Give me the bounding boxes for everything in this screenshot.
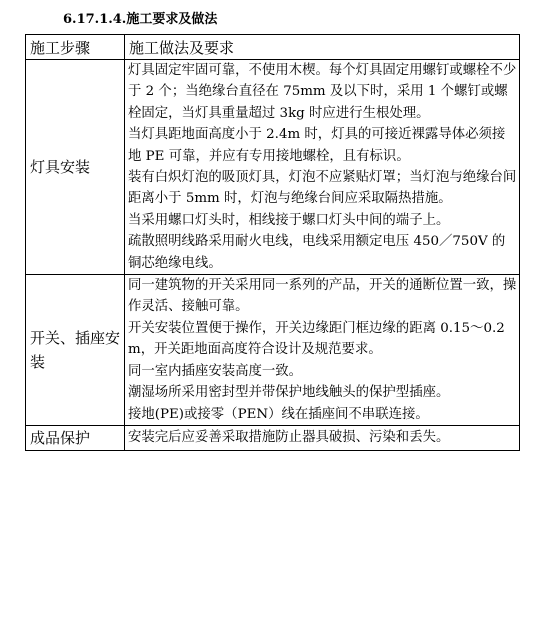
requirement-item: 开关安装位置便于操作，开关边缘距门框边缘的距离 0.15～0.2m，开关距地面高度符合设计及规范要求。: [128, 320, 505, 358]
step-cell: 开关、插座安装: [26, 275, 125, 426]
header-method: 施工做法及要求: [125, 35, 520, 60]
table-row-switch-socket-installation: [26, 275, 520, 426]
header-step: 施工步骤: [26, 35, 125, 60]
requirements-cell: [125, 275, 520, 426]
requirements-cell: [125, 425, 520, 450]
requirement-item: 同一建筑物的开关采用同一系列的产品，开关的通断位置一致，操作灵活、接触可靠。: [128, 278, 517, 315]
step-cell: 灯具安装: [26, 60, 125, 275]
requirement-item: 当采用螺口灯头时，相线接于螺口灯头中间的端子上。: [128, 212, 450, 228]
requirement-item: 装有白炽灯泡的吸顶灯具，灯泡不应紧贴灯罩；当灯泡与绝缘台间距离小于 5mm 时，灯泡与绝缘台间应采取隔热措施。: [128, 170, 517, 207]
requirement-item: 接地(PE)或接零（PEN）线在插座间不串联连接。: [128, 406, 429, 422]
table-header-row: [26, 35, 520, 60]
step-cell: 成品保护: [26, 425, 125, 450]
requirement-item: 潮湿场所采用密封型并带保护地线触头的保护型插座。: [128, 385, 450, 401]
requirement-item: 安装完后应妥善采取措施防止器具破损、污染和丢失。: [128, 430, 450, 446]
requirement-item: 灯具固定牢固可靠，不使用木楔。每个灯具固定用螺钉或螺栓不少于 2 个；当绝缘台直径在 75mm 及以下时，采用 1 个螺钉或螺栓固定，当灯具重量超过 3kg 时应进行生根处理。: [128, 63, 517, 121]
requirements-cell: [125, 60, 520, 275]
table-row-finished-product-protection: [26, 425, 520, 450]
requirement-item: 当灯具距地面高度小于 2.4m 时，灯具的可接近裸露导体必须接地 PE 可靠，并应有专用接地螺栓，且有标识。: [128, 127, 506, 164]
requirement-item: 同一室内插座安装高度一致。: [128, 363, 303, 379]
section-heading: 6.17.1.4.施工要求及做法: [63, 12, 218, 27]
construction-requirements-table: [25, 34, 520, 451]
requirement-item: 疏散照明线路采用耐火电线，电线采用额定电压 450／750V 的铜芯绝缘电线。: [128, 234, 506, 271]
table-row-lamp-installation: [26, 60, 520, 275]
